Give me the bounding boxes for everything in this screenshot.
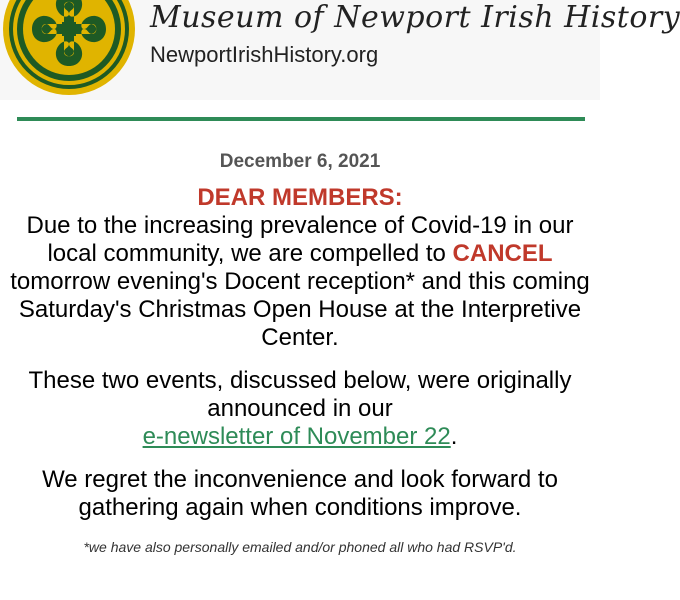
paragraph-1-text-a: Due to the increasing prevalence of Covid-19 in our local community, we are compelled to [26, 212, 574, 267]
paragraph-2-text-b: . [450, 423, 458, 450]
greeting: DEAR MEMBERS: [197, 184, 403, 211]
museum-name: Museum of Newport Irish History [150, 0, 680, 35]
divider [17, 117, 585, 121]
paragraph-2-text-a: These two events, discussed below, were originally announced in our [28, 367, 572, 422]
notice [0, 150, 600, 556]
footnote: *we have also personally emailed and/or phoned all who had RSVP'd. [83, 539, 517, 555]
website-link[interactable]: NewportIrishHistory.org [150, 42, 379, 67]
paragraph-events [0, 367, 600, 451]
paragraph-regret: We regret the inconvenience and look forward to gathering again when conditions improve. [42, 466, 558, 521]
celtic-cross-icon [2, 0, 136, 96]
notice-date: December 6, 2021 [219, 151, 381, 172]
paragraph-cancellation [0, 212, 600, 352]
cancel-word: CANCEL [452, 240, 553, 267]
header [0, 0, 680, 100]
newsletter-link[interactable]: e-newsletter of November 22 [142, 423, 451, 450]
paragraph-1-text-b: tomorrow evening's Docent reception* and this coming Saturday's Christmas Open House at the Interpretive Center. [10, 268, 590, 351]
